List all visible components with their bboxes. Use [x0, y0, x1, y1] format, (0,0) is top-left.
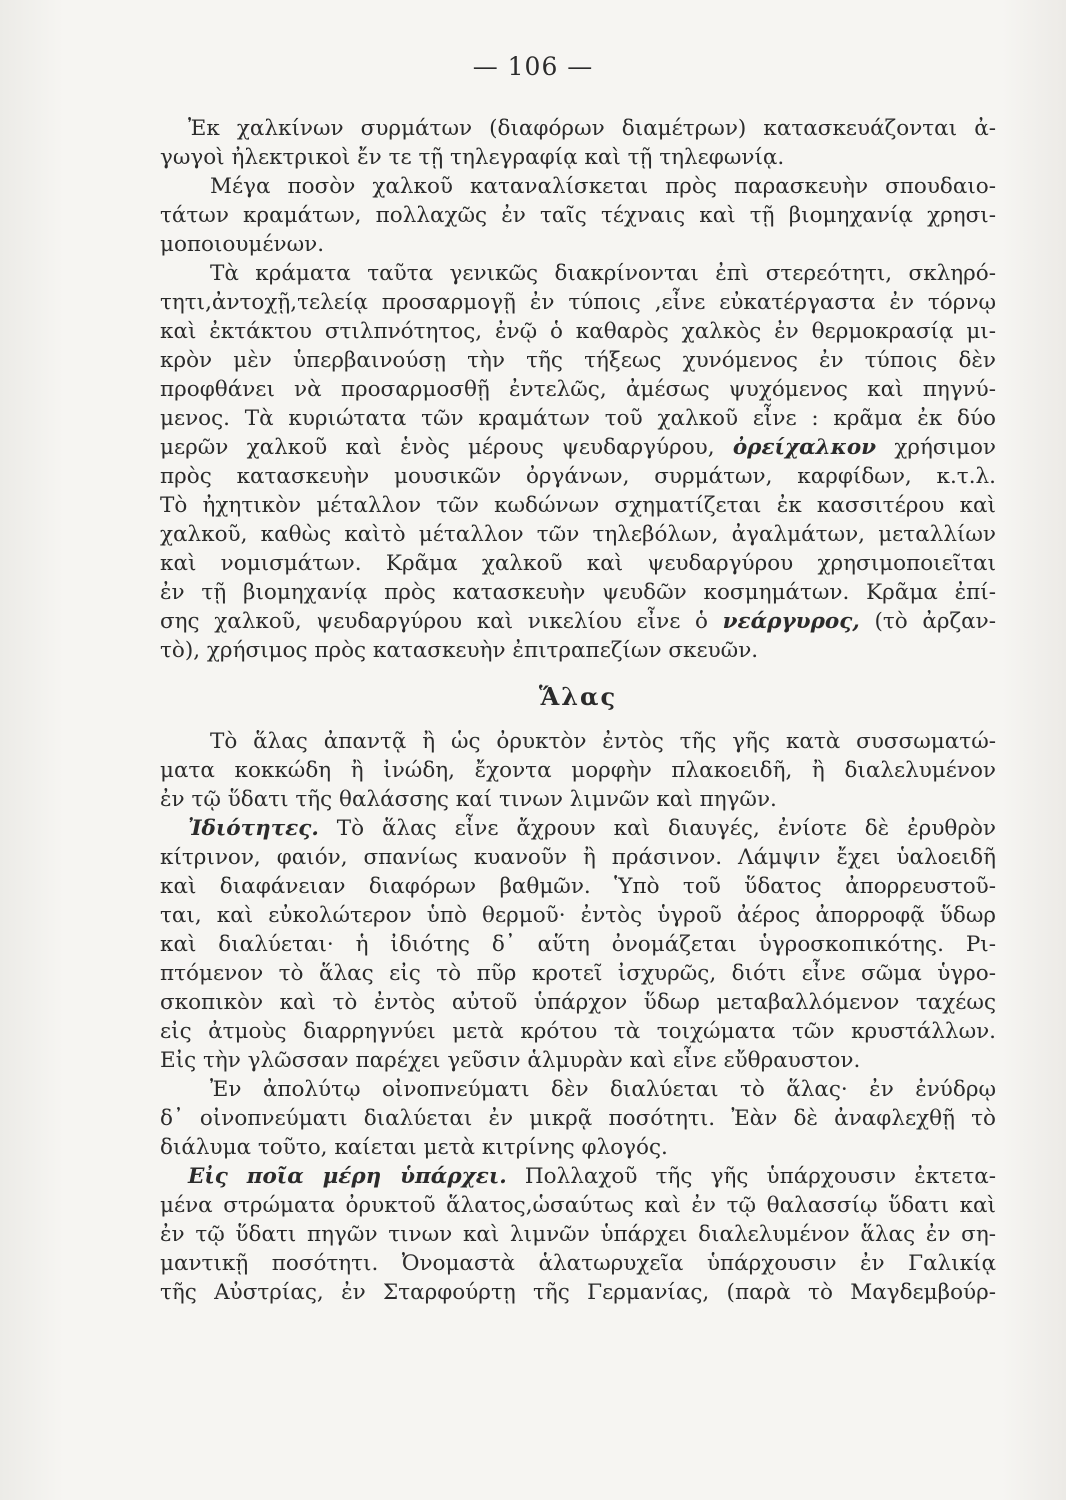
text-body — [160, 114, 996, 1307]
text-line: τῆς Αὐστρίας, ἐν Σταρφούρτῃ τῆς Γερμανίας, (παρὰ τὸ Μαγδεμβούρ- — [160, 1280, 996, 1305]
text-line: μενος. Τὰ κυριώτατα τῶν κραμάτων τοῦ χαλκοῦ εἶνε : κρᾶμα ἐκ δύο — [160, 406, 996, 431]
text-segment: σης χαλκοῦ, ψευδαργύρου καὶ νικελίου εἶνε ὁ — [160, 609, 708, 634]
text-line — [160, 1162, 996, 1191]
text-line: μοποιουμένων. — [160, 232, 325, 257]
text-segment: (τὸ ἀρζαν- — [874, 609, 996, 634]
paragraph-properties — [160, 814, 996, 1075]
paragraph-alloys — [160, 259, 996, 665]
text-line: καὶ διαφάνειαν διαφόρων βαθμῶν. Ὑπὸ τοῦ ὕδατος ἀπορρευστοῦ- — [160, 874, 996, 899]
text-line: Ἐν ἀπολύτῳ οἰνοπνεύματι δὲν διαλύεται τὸ ἅλας· ἐν ἐνύδρῳ — [210, 1077, 996, 1102]
text-line: κρὸν μὲν ὑπερβαινούσῃ τὴν τῆς τήξεως χυνόμενος ἐν τύποις δὲν — [160, 348, 996, 373]
paragraph-locations — [160, 1162, 996, 1307]
text-line: διάλυμα τοῦτο, καίεται μετὰ κιτρίνης φλογός. — [160, 1135, 668, 1160]
text-line: σκοπικὸν καὶ τὸ ἐντὸς αὐτοῦ ὑπάρχον ὕδωρ μεταβαλλόμενον ταχέως — [160, 990, 996, 1015]
term-brass: ὀρείχαλκον — [732, 435, 877, 460]
text-line: πτόμενον τὸ ἅλας εἰς τὸ πῦρ κροτεῖ ἰσχυρῶς, διότι εἶνε σῶμα ὑγρο- — [160, 961, 996, 986]
text-line: Ἐκ χαλκίνων συρμάτων (διαφόρων διαμέτρων) κατασκευάζονται ἀ- — [188, 116, 996, 141]
section-heading: Ἅλας — [538, 682, 618, 711]
text-line: καὶ νομισμάτων. Κρᾶμα χαλκοῦ καὶ ψευδαργύρου χρησιμοποιεῖται — [160, 551, 996, 576]
text-line: ματα κοκκώδη ἢ ἰνώδη, ἔχοντα μορφὴν πλακοειδῆ, ἢ διαλελυμένον — [160, 758, 996, 783]
text-line: μαντικῇ ποσότητι. Ὀνομαστὰ ἁλατωρυχεῖα ὑπάρχουσιν ἐν Γαλικίᾳ — [160, 1251, 996, 1276]
text-line: Τὰ κράματα ταῦτα γενικῶς διακρίνονται ἐπὶ στερεότητι, σκληρό- — [210, 261, 996, 286]
text-segment: Πολλαχοῦ τῆς γῆς ὑπάρχουσιν ἐκτετα- — [524, 1164, 996, 1189]
text-line: εἰς ἀτμοὺς διαρρηγνύει μετὰ κρότου τὰ τοιχώματα τῶν κρυστάλλων. — [160, 1019, 996, 1044]
text-line: ἐν τῇ βιομηχανίᾳ πρὸς κατασκευὴν ψευδῶν κοσμημάτων. Κρᾶμα ἐπί- — [160, 580, 996, 605]
text-line: Μέγα ποσὸν χαλκοῦ καταναλίσκεται πρὸς παρασκευὴν σπουδαιο- — [210, 174, 996, 199]
text-line: γωγοὶ ἠλεκτρικοὶ ἔν τε τῇ τηλεγραφίᾳ καὶ τῇ τηλεφωνίᾳ. — [160, 145, 785, 170]
text-line: κίτρινον, φαιόν, σπανίως κυανοῦν ἢ πράσινον. Λάμψιν ἔχει ὑαλοειδῆ — [160, 845, 996, 870]
text-line — [160, 814, 996, 843]
text-segment: χρήσιμον — [894, 435, 996, 460]
text-segment: μερῶν χαλκοῦ καὶ ἑνὸς μέρους ψευδαργύρου, — [160, 435, 715, 460]
text-line: καὶ ἐκτάκτου στιλπνότητος, ἐνῷ ὁ καθαρὸς χαλκὸς ἐν θερμοκρασίᾳ μι- — [160, 319, 996, 344]
text-line: Τὸ ἅλας ἀπαντᾷ ἢ ὡς ὀρυκτὸν ἐντὸς τῆς γῆς κατὰ συσσωματώ- — [210, 729, 996, 754]
label-properties: Ἰδιότητες. — [188, 816, 319, 841]
term-nickel-silver: νεάργυρος, — [722, 609, 860, 634]
page-number: — 106 — — [472, 52, 594, 81]
paragraph-wires — [160, 114, 996, 259]
text-line: καὶ διαλύεται· ἡ ἰδιότης δ᾽ αὕτη ὀνομάζεται ὑγροσκοπικότης. Ρι- — [160, 932, 996, 957]
text-line — [160, 433, 996, 462]
text-line: Εἰς τὴν γλῶσσαν παρέχει γεῦσιν ἁλμυρὰν καὶ εἶνε εὔθραυστον. — [160, 1048, 861, 1073]
text-line: χαλκοῦ, καθὼς καὶτὸ μέταλλον τῶν τηλεβόλων, ἀγαλμάτων, μεταλλίων — [160, 522, 996, 547]
text-line: τητι,ἀντοχῇ,τελείᾳ προσαρμογῇ ἐν τύποις ,εἶνε εὐκατέργαστα ἐν τόρνῳ — [160, 290, 996, 315]
text-line — [160, 607, 996, 636]
text-line: τὸ), χρήσιμος πρὸς κατασκευὴν ἐπιτραπεζίων σκευῶν. — [160, 638, 759, 663]
text-line: μένα στρώματα ὀρυκτοῦ ἅλατος,ὡσαύτως καὶ ἐν τῷ θαλασσίῳ ὕδατι καὶ — [160, 1193, 996, 1218]
text-line: ἐν τῷ ὕδατι τῆς θαλάσσης καί τινων λιμνῶν καὶ πηγῶν. — [160, 787, 777, 812]
text-line: πρὸς κατασκευὴν μουσικῶν ὀργάνων, συρμάτων, καρφίδων, κ.τ.λ. — [160, 464, 996, 489]
text-line: ται, καὶ εὐκολώτερον ὑπὸ θερμοῦ· ἐντὸς ὑγροῦ ἀέρος ἀπορροφᾷ ὕδωρ — [160, 903, 996, 928]
text-line: προφθάνει νὰ προσαρμοσθῇ ἐντελῶς, ἀμέσως ψυχόμενος καὶ πηγνύ- — [160, 377, 996, 402]
text-line: δ᾽ οἰνοπνεύματι διαλύεται ἐν μικρᾷ ποσότητι. Ἐὰν δὲ ἀναφλεχθῇ τὸ — [160, 1106, 996, 1131]
text-line: Τὸ ἠχητικὸν μέταλλον τῶν κωδώνων σχηματίζεται ἐκ κασσιτέρου καὶ — [160, 493, 996, 518]
text-line: τάτων κραμάτων, πολλαχῶς ἐν ταῖς τέχναις καὶ τῇ βιομηχανίᾳ χρησι- — [160, 203, 996, 228]
text-line: ἐν τῷ ὕδατι πηγῶν τινων καὶ λιμνῶν ὑπάρχει διαλελυμένον ἅλας ἐν ση- — [160, 1222, 996, 1247]
text-segment: Τὸ ἅλας εἶνε ἄχρουν καὶ διαυγές, ἐνίοτε δὲ ἐρυθρὸν — [336, 816, 996, 841]
label-locations: Εἰς ποῖα μέρη ὑπάρχει. — [188, 1164, 507, 1189]
paragraph-alcohol — [160, 1075, 996, 1162]
paragraph-salt-occurrence — [160, 727, 996, 814]
